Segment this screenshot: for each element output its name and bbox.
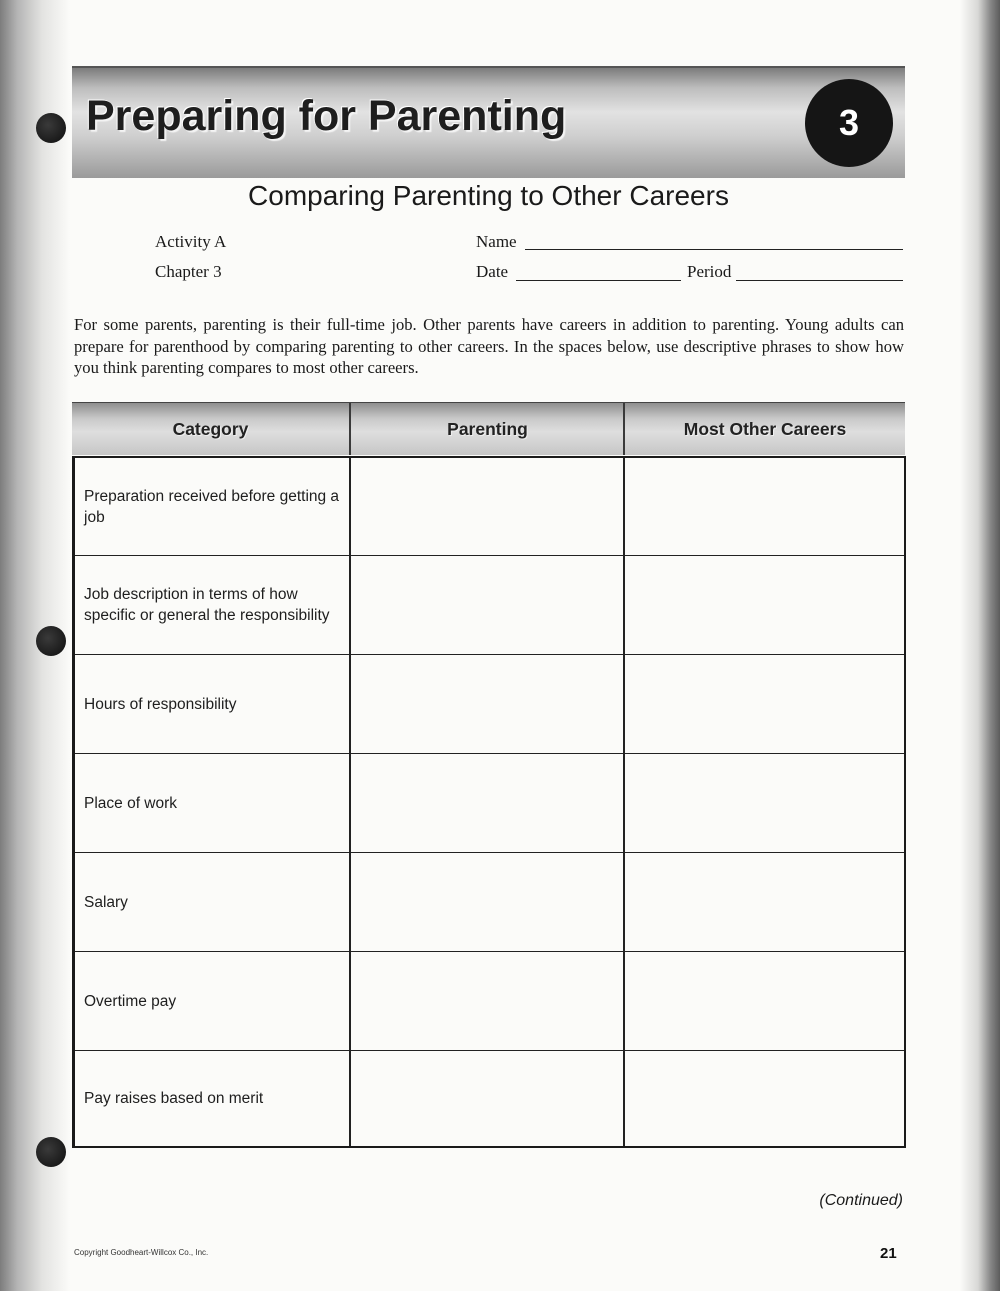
other-careers-answer-cell[interactable]: [625, 655, 904, 753]
instructions-paragraph: For some parents, parenting is their full-time job. Other parents have careers in addition to parenting. Young adults can prepare for parenthood by comparing parenting to other careers. In the spaces below, use descriptive phrases to show how you think parenting compares to most other careers.: [74, 315, 904, 377]
other-careers-answer-cell[interactable]: [625, 458, 904, 555]
parenting-answer-cell[interactable]: [351, 458, 622, 555]
worksheet-title: Preparing for Parenting: [86, 92, 567, 140]
table-row: [75, 952, 904, 1051]
category-cell: Job description in terms of how specific or general the responsibility: [84, 586, 330, 624]
binder-hole: [36, 113, 66, 143]
scan-right-shadow: [960, 0, 1000, 1291]
date-label: Date: [476, 262, 509, 281]
continued-note: (Continued): [819, 1192, 903, 1209]
table-row: [75, 754, 904, 853]
table-row: [75, 458, 904, 556]
parenting-answer-cell[interactable]: [351, 1051, 622, 1146]
other-careers-answer-cell[interactable]: [625, 1051, 904, 1146]
header-parenting: Parenting: [447, 418, 528, 439]
parenting-answer-cell[interactable]: [351, 754, 622, 852]
parenting-answer-cell[interactable]: [351, 853, 622, 951]
other-careers-answer-cell[interactable]: [625, 556, 904, 654]
binder-hole: [36, 1137, 66, 1167]
other-careers-answer-cell[interactable]: [625, 754, 904, 852]
table-row: [75, 853, 904, 952]
category-cell: Preparation received before getting a job: [84, 487, 340, 526]
name-field[interactable]: [525, 249, 903, 250]
other-careers-answer-cell[interactable]: [625, 952, 904, 1050]
other-careers-answer-cell[interactable]: [625, 853, 904, 951]
parenting-answer-cell[interactable]: [351, 952, 622, 1050]
chapter-label: Chapter 3: [155, 262, 222, 281]
date-field[interactable]: [516, 280, 681, 281]
name-label: Name: [476, 232, 517, 251]
parenting-answer-cell[interactable]: [351, 556, 622, 654]
table-row: [75, 1051, 904, 1146]
header-category: Category: [172, 418, 249, 439]
category-cell: Place of work: [84, 794, 178, 812]
category-cell: Hours of responsibility: [84, 695, 237, 713]
period-label: Period: [687, 262, 732, 281]
header-other-careers: Most Other Careers: [683, 418, 847, 439]
table-row: [75, 655, 904, 754]
activity-label: Activity A: [155, 232, 227, 251]
category-cell: Pay raises based on merit: [84, 1090, 264, 1107]
table-row: [75, 556, 904, 655]
period-field[interactable]: [736, 280, 903, 281]
table-body: [72, 456, 906, 1148]
table-header: [72, 402, 905, 455]
category-cell: Salary: [84, 893, 128, 911]
copyright-notice: Copyright Goodheart-Willcox Co., Inc.: [74, 1248, 209, 1257]
chapter-badge: 3: [805, 79, 893, 167]
page-number: 21: [880, 1245, 897, 1262]
binder-hole: [36, 626, 66, 656]
activity-subtitle: Comparing Parenting to Other Careers: [248, 180, 729, 211]
parenting-answer-cell[interactable]: [351, 655, 622, 753]
category-cell: Overtime pay: [84, 992, 177, 1010]
